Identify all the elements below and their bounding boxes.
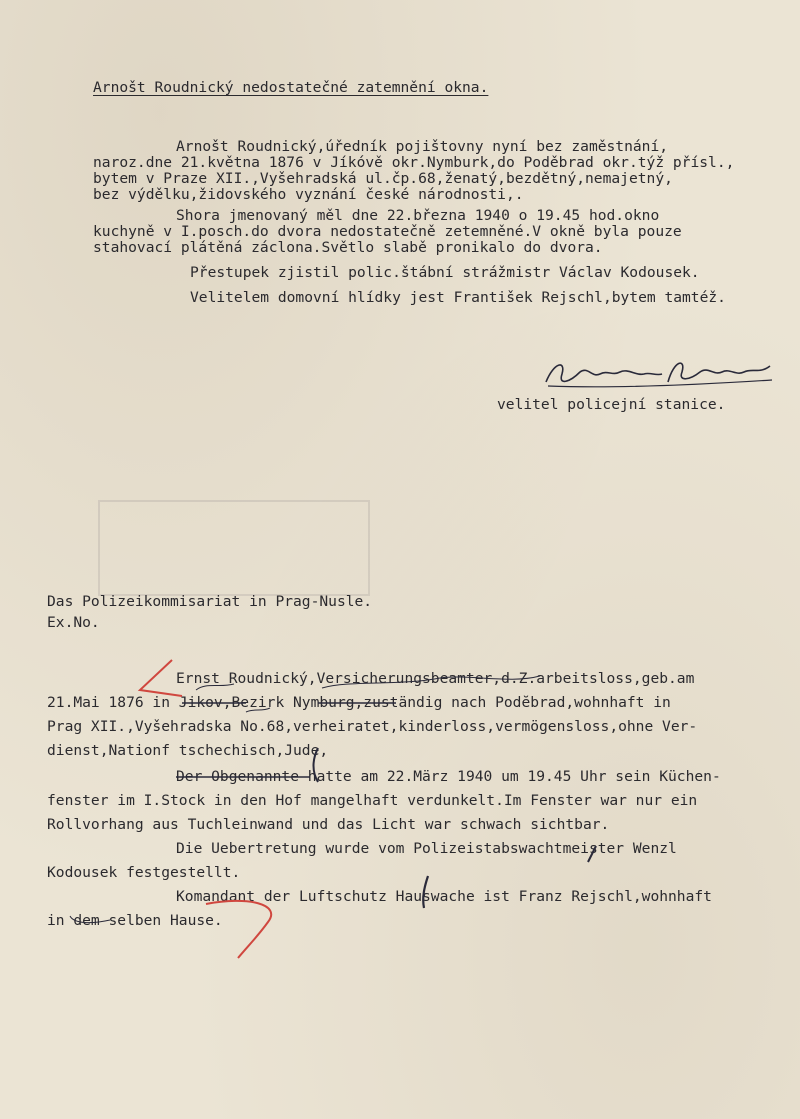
czech-line-7: stahovací plátěná záclona.Světlo slabě pronikalo do dvora. [93, 239, 603, 256]
german-line-11: in dem selben Hause. [47, 912, 223, 929]
german-line-2: 21.Mai 1876 in Jikov,Bezirk Nymburg,zuständig nach Podĕbrad,wohnhaft in [47, 694, 671, 711]
document-title: Arnošt Roudnický nedostatečné zatemnění okna. [93, 79, 489, 96]
czech-line-1: Arnošt Roudnický,úředník pojištovny nyní bez zaměstnání, [176, 138, 669, 155]
czech-line-3: bytem v Praze XII.,Vyšehradská ul.čp.68,ženatý,bezdětný,nemajetný, [93, 170, 673, 187]
czech-line-6: kuchyně v I.posch.do dvora nedostatečně zetemněné.V okně byla pouze [93, 223, 682, 240]
german-line-7: Rollvorhang aus Tuchleinwand und das Licht war schwach sichtbar. [47, 816, 610, 833]
german-line-6: fenster im I.Stock in den Hof mangelhaft verdunkelt.Im Fenster war nur ein [47, 792, 698, 809]
czech-line-5: Shora jmenovaný měl dne 22.března 1940 o 19.45 hod.okno [176, 207, 660, 224]
czech-line-8: Přestupek zjistil polic.štábní strážmistr Václav Kodousek. [190, 264, 700, 281]
german-line-4: dienst,Nationf tschechisch,Jude, [47, 742, 329, 759]
german-line-10: Komandant der Luftschutz Hauswache ist Franz Rejschl,wohnhaft [176, 888, 712, 905]
german-line-8: Die Uebertretung wurde vom Polizeistabswachtmeister Wenzl [176, 840, 677, 857]
czech-line-2: naroz.dne 21.května 1876 v Jíkóvě okr.Nymburk,do Poděbrad okr.týž přísl., [93, 154, 735, 171]
czech-line-4: bez výdělku,židovského vyznání české národnosti,. [93, 186, 524, 203]
german-line-3: Prag XII.,Vyšehradska No.68,verheiratet,kinderloss,vermögensloss,ohne Ver- [47, 718, 698, 735]
czech-line-9: Velitelem domovní hlídky jest František Rejschl,bytem tamtéž. [190, 289, 726, 306]
german-line-9: Kodousek festgestellt. [47, 864, 241, 881]
german-line-1: Ernst Roudnický,Versicherungsbeamter,d.Z.arbeitsloss,geb.am [176, 670, 695, 687]
german-reference: Ex.No. [47, 614, 100, 631]
handwritten-signature [540, 352, 780, 396]
faded-stamp [98, 500, 370, 596]
signature-role: velitel policejní stanice. [497, 396, 726, 413]
german-header: Das Polizeikommisariat in Prag-Nusle. [47, 593, 373, 610]
german-line-5: Der Obgenannte hatte am 22.März 1940 um 19.45 Uhr sein Küchen- [176, 768, 721, 785]
